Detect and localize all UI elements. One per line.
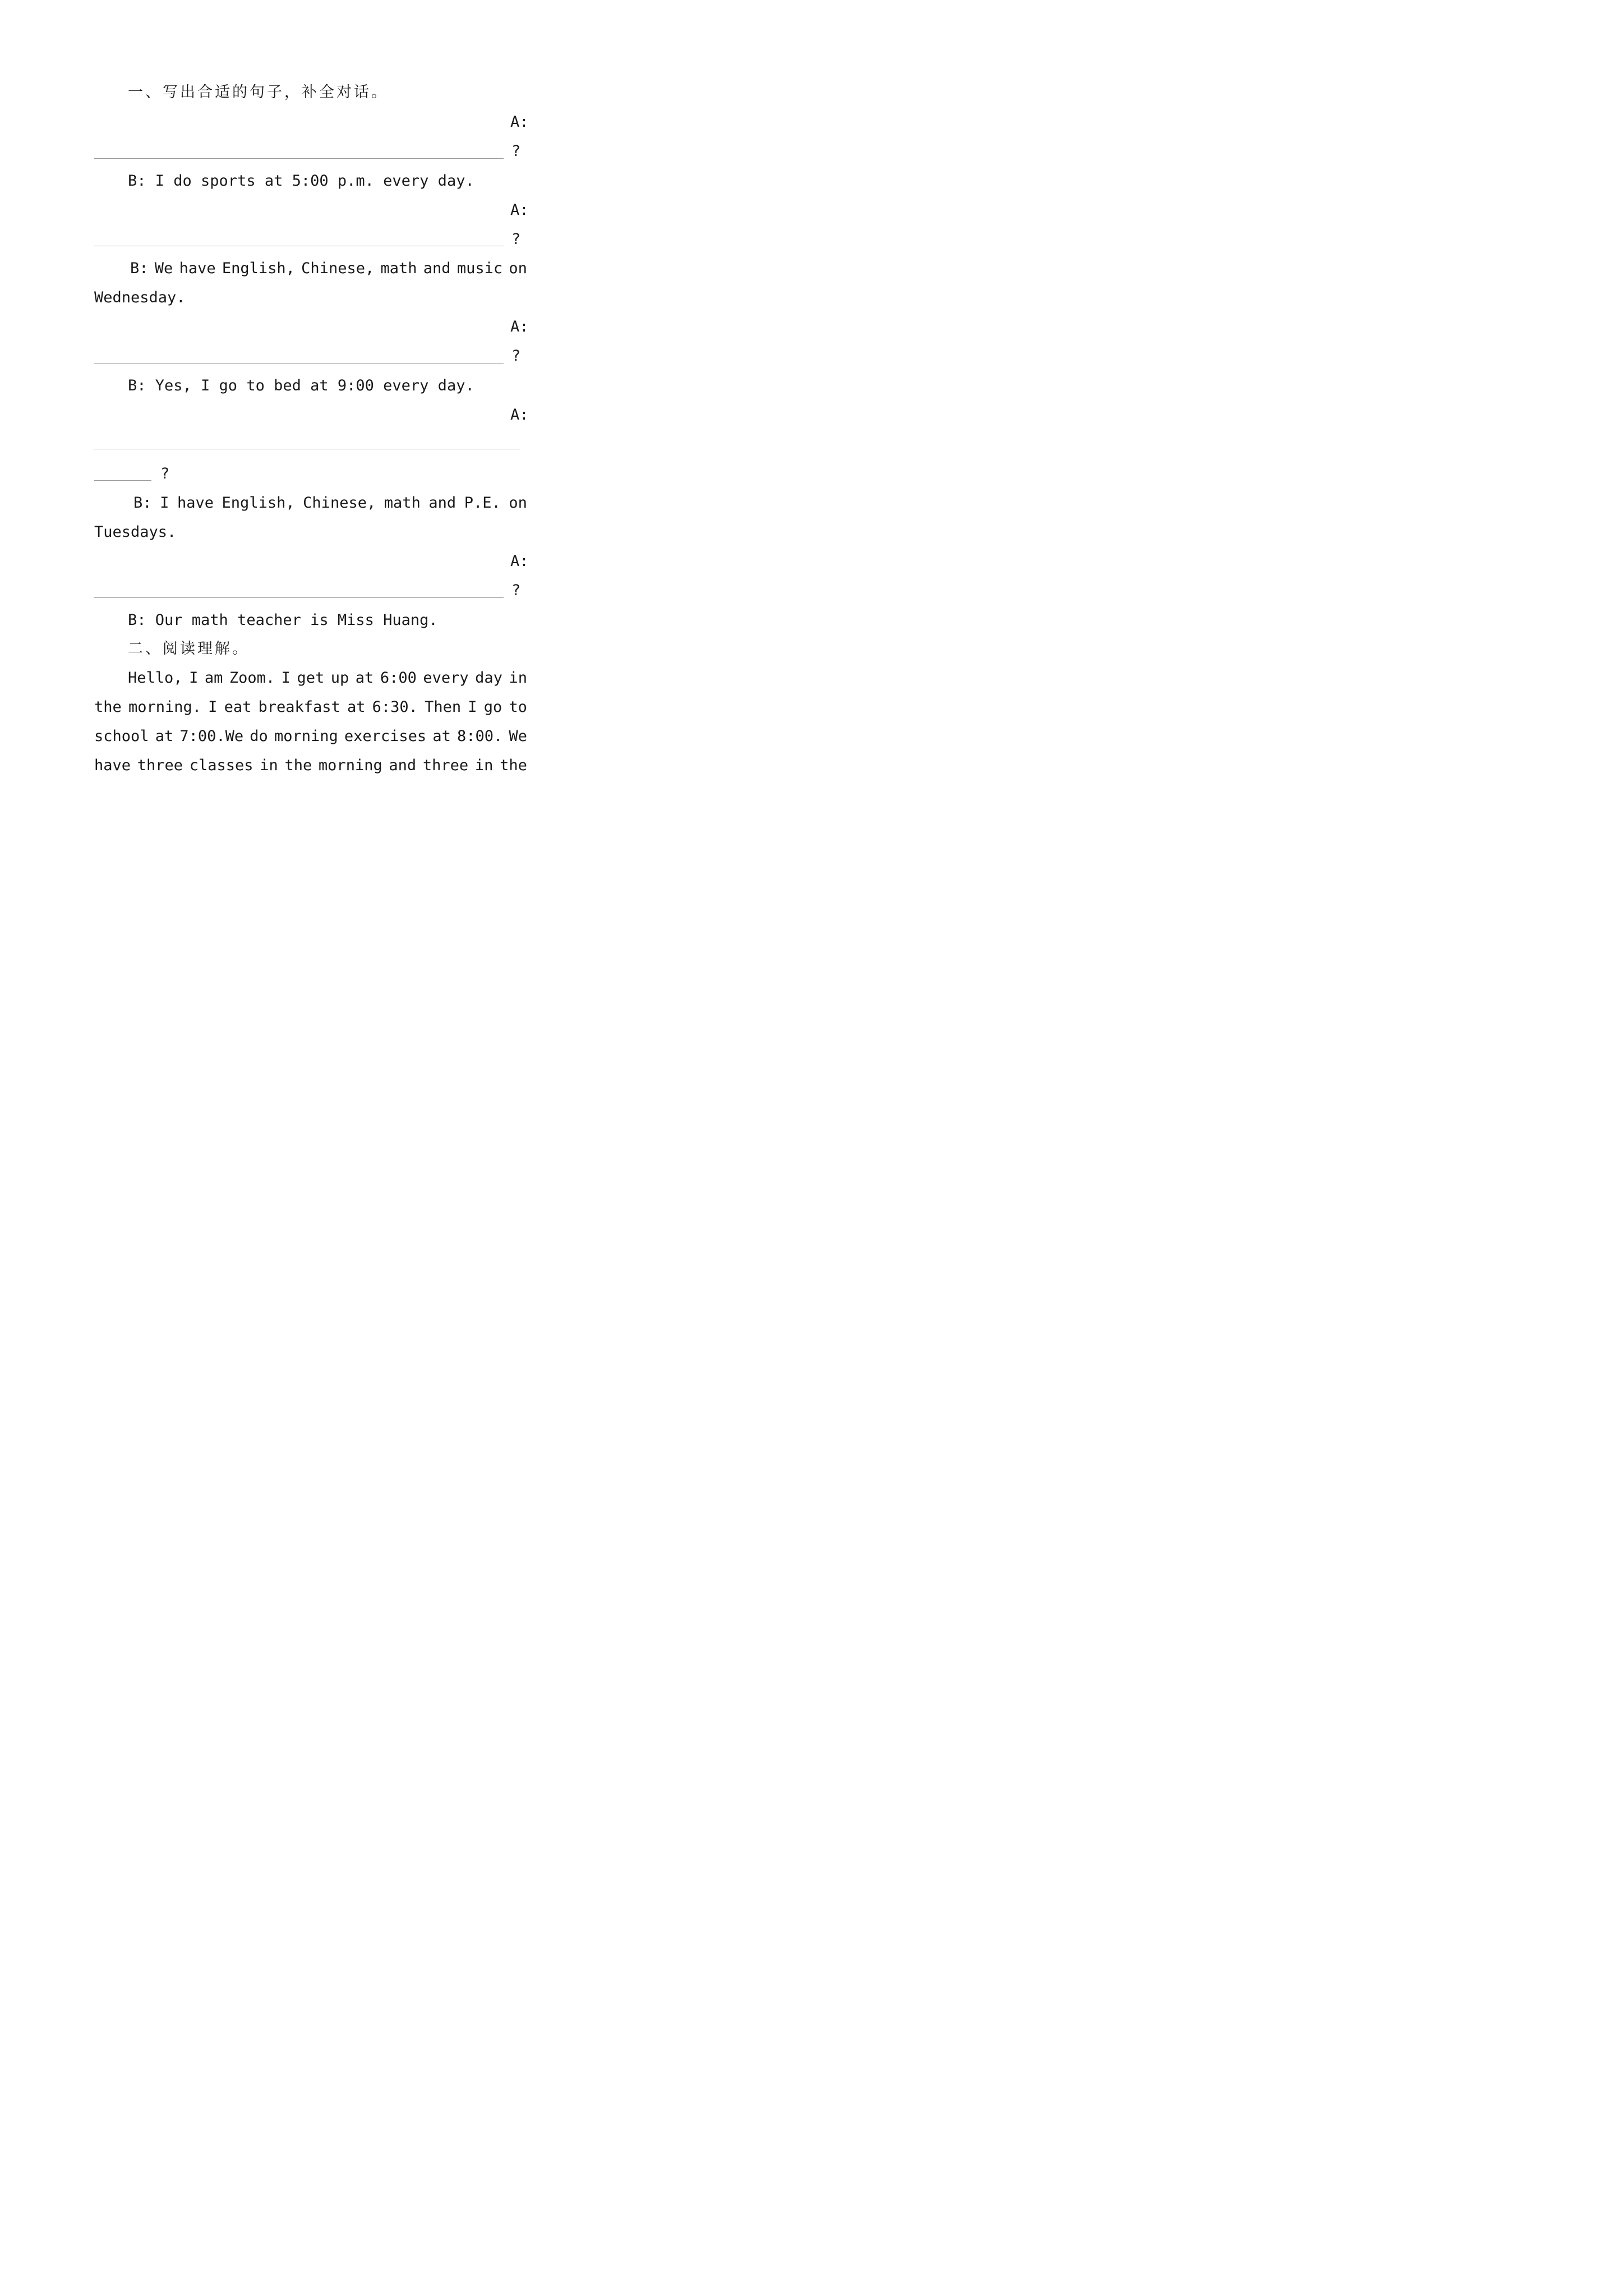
word: get — [297, 669, 325, 687]
word: math — [384, 494, 421, 512]
word: We — [509, 728, 527, 745]
word: I — [208, 698, 218, 716]
speaker-a-label: A: — [510, 318, 529, 335]
word: have — [177, 494, 214, 512]
word: 6:30. — [372, 698, 418, 716]
word: morning — [318, 757, 382, 774]
dialogue-line-b5: B: Our math teacher is Miss Huang. — [128, 611, 438, 629]
word: Hello, — [128, 669, 183, 687]
word: have — [94, 757, 131, 774]
speaker-a-label: A: — [510, 113, 529, 131]
word: Chinese, — [303, 494, 376, 512]
word: morning — [274, 728, 338, 745]
word: day — [475, 669, 502, 687]
word: three — [422, 757, 469, 774]
answer-blank-1[interactable] — [94, 158, 504, 159]
word: classes — [189, 757, 253, 774]
word: at — [155, 728, 174, 745]
word: math — [380, 260, 417, 277]
word: the — [500, 757, 527, 774]
answer-blank-3[interactable] — [94, 363, 504, 364]
word: I — [189, 669, 199, 687]
word: morning. — [128, 698, 201, 716]
speaker-a-label: A: — [510, 406, 529, 424]
word: P.E. — [464, 494, 501, 512]
word: I — [281, 669, 291, 687]
speaker-a-label: A: — [510, 553, 529, 570]
section2-title: 二、阅读理解。 — [128, 640, 250, 657]
word: have — [179, 260, 216, 277]
passage-line-2 — [94, 698, 527, 717]
word: 8:00. — [457, 728, 503, 745]
question-mark: ? — [511, 231, 521, 248]
speaker-a-label: A: — [510, 201, 529, 219]
dialogue-line-b1: B: I do sports at 5:00 p.m. every day. — [128, 172, 474, 190]
section1-title: 一、写出合适的句子，补全对话。 — [128, 84, 389, 101]
word: I — [160, 494, 169, 512]
word: up — [330, 669, 349, 687]
word: three — [137, 757, 183, 774]
passage-line-3 — [94, 727, 527, 746]
answer-blank-4b[interactable] — [94, 480, 151, 481]
word: B: — [130, 260, 149, 277]
word: 6:00 — [380, 669, 417, 687]
dialogue-line-b4-cont: Tuesdays. — [94, 523, 177, 541]
word: in — [260, 757, 278, 774]
word: the — [94, 698, 122, 716]
question-mark: ? — [160, 465, 170, 482]
word: exercises — [344, 728, 427, 745]
word: English, — [222, 494, 295, 512]
question-mark: ? — [511, 142, 521, 160]
word: B: — [133, 494, 152, 512]
word: in — [509, 669, 527, 687]
word: 7:00.We — [179, 728, 244, 745]
word: do — [250, 728, 268, 745]
dialogue-line-b2-cont: Wednesday. — [94, 289, 186, 306]
dialogue-line-b2 — [130, 259, 527, 278]
word: at — [347, 698, 366, 716]
word: English, — [222, 260, 295, 277]
word: school — [94, 728, 149, 745]
dialogue-line-b4 — [133, 494, 527, 513]
word: to — [509, 698, 527, 716]
word: Then — [425, 698, 462, 716]
word: Zoom. — [229, 669, 275, 687]
answer-blank-5[interactable] — [94, 597, 504, 598]
word: am — [204, 669, 223, 687]
word: eat — [224, 698, 252, 716]
word: I — [468, 698, 477, 716]
word: in — [474, 757, 494, 774]
word: Chinese, — [301, 260, 375, 277]
passage-line-4 — [94, 756, 527, 775]
word: breakfast — [258, 698, 340, 716]
word: We — [154, 260, 173, 277]
dialogue-line-b3: B: Yes, I go to bed at 9:00 every day. — [128, 377, 474, 394]
word: and — [423, 260, 451, 277]
word: on — [509, 260, 527, 277]
word: and — [389, 757, 417, 774]
word: music — [457, 260, 503, 277]
question-mark: ? — [511, 582, 521, 599]
word: at — [432, 728, 451, 745]
word: every — [423, 669, 469, 687]
question-mark: ? — [511, 347, 521, 365]
word: the — [284, 757, 312, 774]
word: at — [355, 669, 374, 687]
word: and — [428, 494, 457, 512]
passage-line-1 — [128, 669, 527, 688]
worksheet-page — [0, 0, 619, 875]
word: go — [483, 698, 502, 716]
word: on — [509, 494, 527, 512]
